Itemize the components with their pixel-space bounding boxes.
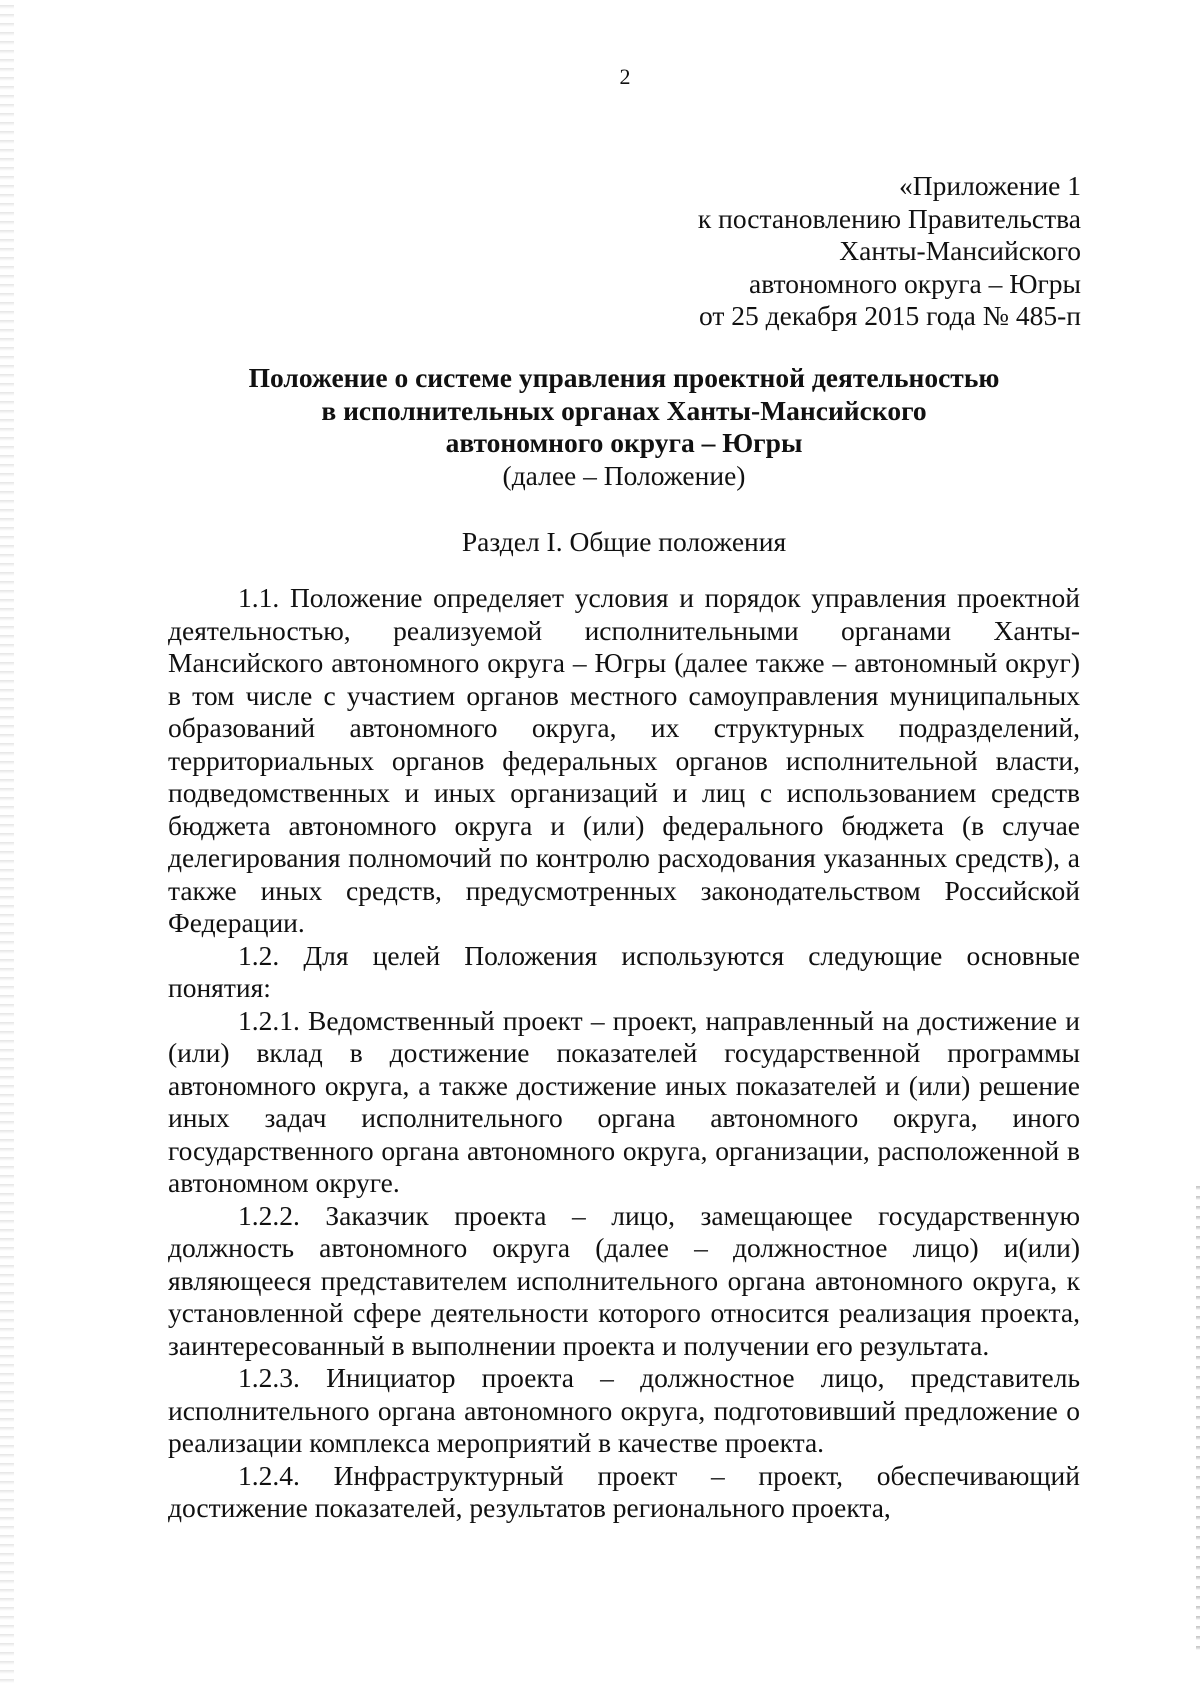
document-body bbox=[168, 582, 1080, 1525]
paragraph: 1.2.1. Ведомственный проект – проект, направленный на достижение и (или) вклад в достижение показателей государственной программы автономного округа, а также достижение иных показателей и (или) решение иных задач исполнительного органа автономного округа, иного государственного органа автономного округа, организации, расположенной в автономном округе. bbox=[168, 1004, 1080, 1198]
appendix-line: автономного округа – Югры bbox=[749, 267, 1081, 299]
appendix-line: Ханты-Мансийского bbox=[839, 235, 1081, 266]
appendix-reference bbox=[698, 170, 1081, 333]
paragraph: 1.2.4. Инфраструктурный проект – проект, обеспечивающий достижение показателей, результатов регионального проекта, bbox=[168, 1459, 1080, 1523]
title-line: в исполнительных органах Ханты-Мансийского bbox=[321, 394, 927, 426]
section-heading: Раздел I. Общие положения bbox=[461, 526, 787, 557]
scan-edge-right bbox=[1196, 1180, 1200, 1650]
paragraph: 1.2.3. Инициатор проекта – должностное лицо, представитель исполнительного органа автономного округа, подготовивший предложение о реализации комплекса мероприятий в качестве проекта. bbox=[168, 1362, 1080, 1458]
paragraph: 1.2. Для целей Положения используются следующие основные понятия: bbox=[168, 939, 1080, 1003]
title-line: автономного округа – Югры bbox=[445, 427, 803, 458]
title-subtitle: (далее – Положение) bbox=[502, 459, 746, 491]
page-number: 2 bbox=[619, 64, 631, 89]
scan-edge-left bbox=[0, 0, 14, 1686]
document-title bbox=[168, 362, 1080, 492]
appendix-line: «Приложение 1 bbox=[899, 170, 1081, 201]
paragraph: 1.1. Положение определяет условия и порядок управления проектной деятельностью, реализуемой исполнительными органами Ханты-Мансийского автономного округа – Югры (далее также – автономный округ) в том числе с участием органов местного самоуправления муниципальных образований автономного округа, их структурных подразделений, территориальных органов федеральных органов исполнительной власти, подведомственных и иных организаций и лиц с использованием средств бюджета автономного округа и (или) федерального бюджета (в случае делегирования полномочий по контролю расходования указанных средств), а также иных средств, предусмотренных законодательством Российской Федерации. bbox=[168, 582, 1080, 938]
title-line: Положение о системе управления проектной деятельностью bbox=[248, 362, 1000, 393]
appendix-line: к постановлению Правительства bbox=[697, 202, 1081, 234]
appendix-line: от 25 декабря 2015 года № 485-п bbox=[698, 300, 1081, 331]
paragraph: 1.2.2. Заказчик проекта – лицо, замещающее государственную должность автономного округа (далее – должностное лицо) и(или) являющееся представителем исполнительного органа автономного округа, к установленной сфере деятельности которого относится реализация проекта, заинтересованный в выполнении проекта и получении его результата. bbox=[168, 1199, 1080, 1361]
